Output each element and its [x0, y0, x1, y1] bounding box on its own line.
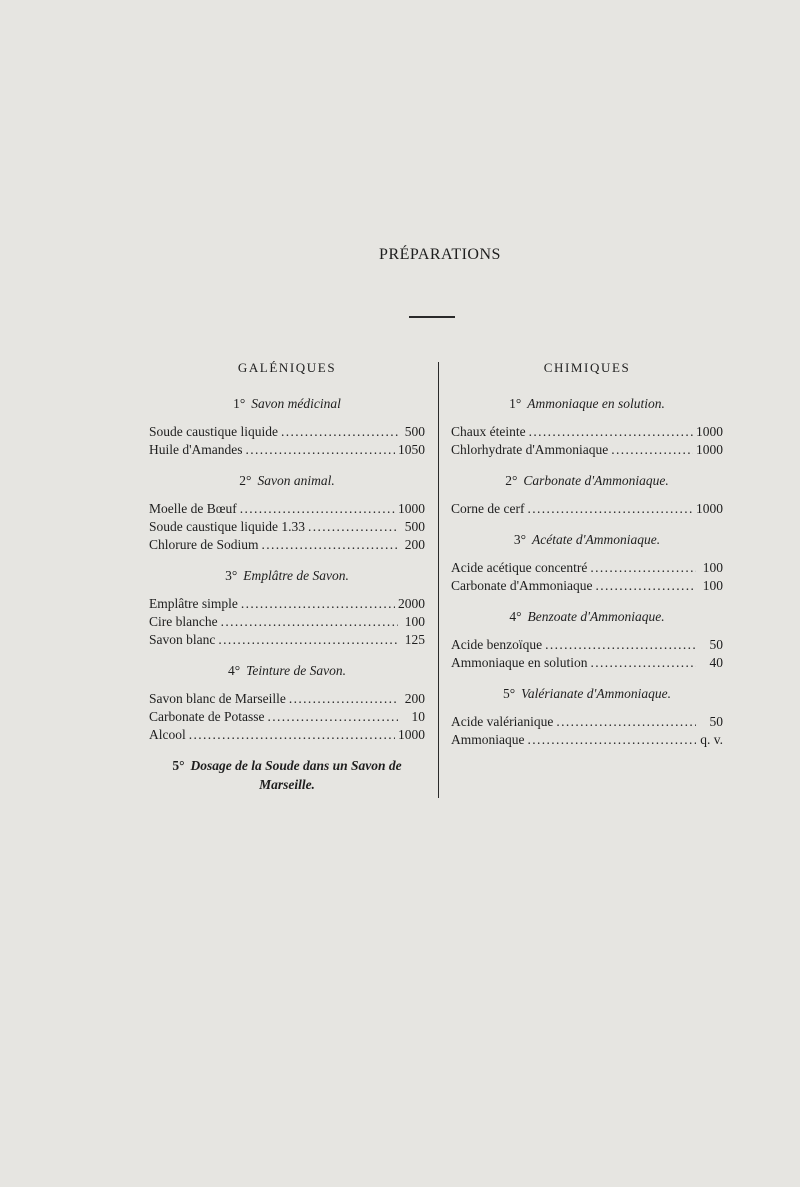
section-number: 1° [509, 396, 522, 411]
section-title [451, 530, 723, 550]
ingredient-name: Savon blanc [149, 632, 216, 647]
section-name: Dosage de la Soude dans un Savon de Marseille. [190, 758, 402, 792]
ingredient-row [451, 654, 723, 672]
ingredient-list [149, 423, 425, 459]
ingredient-qty: 1050 [398, 442, 425, 457]
section-title [149, 394, 425, 414]
ingredient-row [451, 441, 723, 459]
dot-leader [218, 631, 398, 649]
ingredient-name: Acide valérianique [451, 714, 554, 729]
ingredient-list [451, 500, 723, 518]
ingredient-qty: 1000 [696, 424, 723, 439]
ingredient-name: Chlorure de Sodium [149, 537, 259, 552]
section-name: Acétate d'Ammoniaque. [532, 532, 661, 547]
ingredient-name: Acide benzoïque [451, 637, 543, 652]
section-number: 5° [172, 758, 185, 773]
section-title [149, 471, 425, 491]
chimiques-column [451, 360, 723, 761]
ingredient-name: Chlorhydrate d'Ammoniaque [451, 442, 609, 457]
section-number: 2° [505, 473, 518, 488]
ingredient-list [451, 636, 723, 672]
ingredient-name: Cire blanche [149, 614, 218, 629]
ingredient-qty: 125 [404, 632, 425, 647]
section-name: Savon médicinal [251, 396, 341, 411]
ingredient-row [149, 595, 425, 613]
ingredient-row [149, 690, 425, 708]
section-number: 4° [509, 609, 522, 624]
section-title [149, 756, 425, 794]
ingredient-row [149, 726, 425, 744]
dot-leader [262, 536, 399, 554]
dot-leader [527, 500, 693, 518]
ingredient-qty: 1000 [696, 501, 723, 516]
section-name: Teinture de Savon. [246, 663, 347, 678]
ingredient-qty: 200 [404, 691, 425, 706]
section-title [451, 684, 723, 704]
ingredient-name: Soude caustique liquide [149, 424, 278, 439]
dot-leader [545, 636, 696, 654]
ingredient-row [451, 559, 723, 577]
ingredient-list [451, 559, 723, 595]
ingredient-name: Moelle de Bœuf [149, 501, 237, 516]
ingredient-qty: 40 [709, 655, 723, 670]
ingredient-row [149, 631, 425, 649]
ingredient-qty: 50 [709, 637, 723, 652]
section-name: Savon animal. [257, 473, 335, 488]
section-title [149, 661, 425, 681]
dot-leader [529, 423, 693, 441]
ingredient-name: Savon blanc de Marseille [149, 691, 286, 706]
dot-leader [189, 726, 395, 744]
section-title [149, 566, 425, 586]
dot-leader [590, 654, 696, 672]
dot-leader [596, 577, 696, 595]
ingredient-name: Ammoniaque en solution [451, 655, 588, 670]
ingredient-row [149, 536, 425, 554]
section-number: 3° [225, 568, 238, 583]
section-title [451, 394, 723, 414]
section-name: Carbonate d'Ammoniaque. [523, 473, 669, 488]
galeniques-heading: GALÉNIQUES [237, 360, 337, 375]
ingredient-name: Ammoniaque [451, 732, 525, 747]
dot-leader [240, 500, 395, 518]
ingredient-qty: 500 [404, 424, 425, 439]
ingredient-name: Carbonate de Potasse [149, 709, 265, 724]
ingredient-list [149, 595, 425, 649]
ingredient-qty: 1000 [398, 501, 425, 516]
ingredient-qty: 100 [404, 614, 425, 629]
ingredient-qty: 100 [702, 578, 723, 593]
ingredient-row [149, 613, 425, 631]
ingredient-list [149, 690, 425, 744]
dot-leader [611, 441, 693, 459]
dot-leader [308, 518, 398, 536]
dot-leader [289, 690, 398, 708]
ingredient-row [149, 518, 425, 536]
section-number: 2° [239, 473, 252, 488]
dot-leader [556, 713, 696, 731]
dot-leader [281, 423, 398, 441]
ingredient-name: Emplâtre simple [149, 596, 238, 611]
section-number: 5° [502, 686, 516, 701]
dot-leader [590, 559, 696, 577]
section-name: Valérianate d'Ammoniaque. [521, 686, 672, 701]
dot-leader [241, 595, 395, 613]
ingredient-row [451, 731, 723, 749]
ingredient-row [149, 441, 425, 459]
section-name: Benzoate d'Ammoniaque. [527, 609, 665, 624]
ingredient-name: Carbonate d'Ammoniaque [451, 578, 593, 593]
ingredient-name: Soude caustique liquide 1.33 [149, 519, 305, 534]
ingredient-qty: 500 [404, 519, 425, 534]
ingredient-list [149, 500, 425, 554]
ingredient-name: Corne de cerf [451, 501, 525, 516]
ingredient-name: Huile d'Amandes [149, 442, 243, 457]
ingredient-qty: 1000 [696, 442, 723, 457]
dot-leader [221, 613, 398, 631]
ingredient-qty: 200 [404, 537, 425, 552]
ingredient-name: Chaux éteinte [451, 424, 526, 439]
section-number: 4° [227, 663, 241, 678]
galeniques-column [149, 360, 425, 803]
ingredient-name: Acide acétique concentré [451, 560, 588, 575]
title-rule [409, 316, 455, 318]
chimiques-heading: CHIMIQUES [543, 360, 631, 375]
ingredient-row [451, 500, 723, 518]
ingredient-row [451, 577, 723, 595]
dot-leader [246, 441, 395, 459]
ingredient-qty: 10 [411, 709, 425, 724]
ingredient-qty: 2000 [398, 596, 425, 611]
dot-leader [267, 708, 398, 726]
page-title: PRÉPARATIONS [379, 246, 501, 263]
ingredient-qty: q. v. [700, 732, 723, 747]
section-number: 3° [513, 532, 527, 547]
ingredient-row [451, 713, 723, 731]
ingredient-name: Alcool [149, 727, 186, 742]
section-name: Ammoniaque en solution. [527, 396, 665, 411]
section-title [451, 607, 723, 627]
ingredient-row [451, 423, 723, 441]
ingredient-row [149, 423, 425, 441]
ingredient-row [451, 636, 723, 654]
ingredient-row [149, 708, 425, 726]
section-number: 1° [233, 396, 246, 411]
dot-leader [528, 731, 697, 749]
section-title [451, 471, 723, 491]
ingredient-qty: 1000 [398, 727, 425, 742]
ingredient-qty: 50 [709, 714, 723, 729]
ingredient-row [149, 500, 425, 518]
section-name: Emplâtre de Savon. [243, 568, 349, 583]
ingredient-list [451, 713, 723, 749]
ingredient-qty: 100 [702, 560, 723, 575]
column-divider [438, 362, 439, 798]
ingredient-list [451, 423, 723, 459]
